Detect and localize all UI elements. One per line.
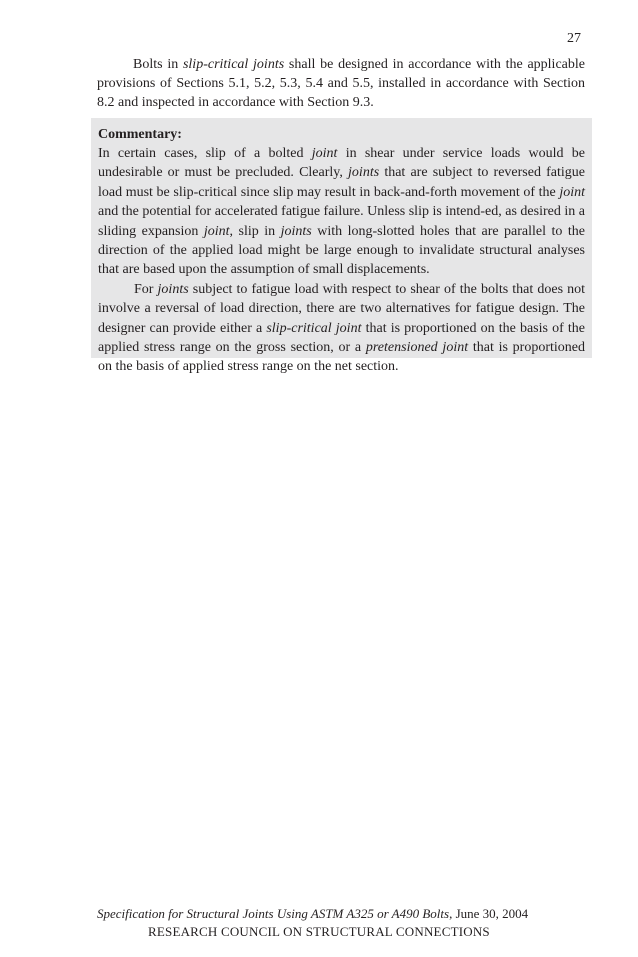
body-text: shall be designed in accordance with the applicable provisions of Sections 5.1, 5.2, 5.3, 5.4 and 5.5, installed in accordance with Section 8.2 and inspected in accordance with Section 9.3.: [97, 57, 585, 110]
commentary-emphasis: joints: [348, 165, 380, 181]
page-number: 27: [567, 31, 581, 46]
commentary-text: For: [134, 281, 158, 297]
commentary-emphasis: pretensioned joint: [365, 340, 469, 356]
commentary-box: [91, 118, 592, 375]
body-text: Bolts in: [133, 57, 183, 72]
body-paragraph: [97, 55, 585, 112]
commentary-emphasis: joints: [280, 223, 312, 239]
commentary-paragraph-1: [98, 144, 585, 280]
footer-title: [97, 906, 557, 922]
footer-organization: RESEARCH COUNCIL ON STRUCTURAL CONNECTIONS: [148, 924, 490, 939]
commentary-text: that is proportioned on the basis of the applied stress range on the gross section, or a: [98, 320, 585, 356]
commentary-emphasis: joints: [157, 281, 189, 297]
commentary-emphasis: joint: [203, 223, 230, 239]
commentary-emphasis: slip-critical joint: [266, 320, 362, 336]
commentary-emphasis: joint: [311, 146, 338, 161]
commentary-paragraph-2: [98, 280, 585, 377]
commentary-heading: Commentary:: [98, 127, 182, 142]
commentary-text: that is proportioned on the basis of applied stress range on the net section.: [98, 340, 585, 375]
commentary-text: in shear under service loads would be undesirable or must be precluded. Clearly,: [98, 146, 585, 181]
commentary-emphasis: joint: [559, 184, 585, 200]
commentary-text: subject to fatigue load with respect to shear of the bolts that does not involve a reversal of load direction, there are two alternatives for fatigue design. The designer can provide either a: [98, 281, 585, 336]
footer-spec-title: Specification for Structural Joints Using ASTM A325 or A490 Bolts: [97, 906, 450, 921]
commentary-text: that are subject to reversed fatigue load must be slip-critical since slip may result in back-and-forth movement of the: [98, 165, 585, 200]
commentary-text: with long-slotted holes that are parallel to the direction of the applied load might be large enough to invalidate structural analyses that are based upon the assumption of small displacements.: [98, 223, 585, 278]
commentary-text: In certain cases, slip of a bolted: [98, 146, 312, 161]
commentary-text: and the potential for accelerated fatigue failure. Unless slip is intend-ed, as desired in a sliding expansion: [98, 204, 585, 239]
commentary-text: , slip in: [229, 223, 281, 239]
footer-date: , June 30, 2004: [449, 906, 529, 921]
body-emphasis: slip-critical joints: [182, 57, 285, 72]
